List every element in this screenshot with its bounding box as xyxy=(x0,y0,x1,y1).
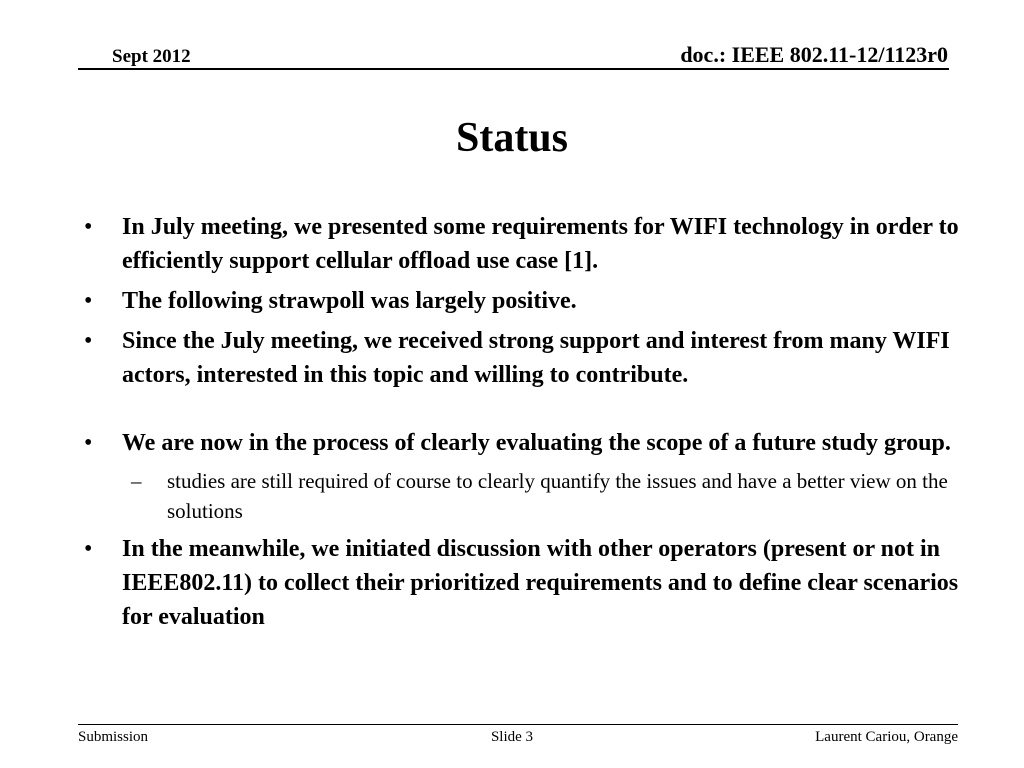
bullet-item xyxy=(84,210,964,278)
slide-title: Status xyxy=(455,115,569,161)
header-divider xyxy=(78,68,949,70)
header-date: Sept 2012 xyxy=(112,46,191,67)
bullet-text: We are now in the process of clearly evaluating the scope of a future study group. xyxy=(122,430,951,456)
bullet-text: The following strawpoll was largely positive. xyxy=(122,288,577,314)
footer-slide-number: Slide 3 xyxy=(490,729,534,745)
bullet-marker: • xyxy=(84,430,93,456)
sub-bullet-marker: – xyxy=(131,469,142,493)
bullet-text: In July meeting, we presented some requirements for WIFI technology in order to efficiently support cellular offload use case [1]. xyxy=(122,214,959,274)
bullet-item xyxy=(84,532,964,634)
footer-author: Laurent Cariou, Orange xyxy=(815,729,958,745)
bullet-marker: • xyxy=(84,328,93,354)
bullet-text: In the meanwhile, we initiated discussion with other operators (present or not in IEEE802.11) to collect their prioritized requirements and to define clear scenarios for evaluation xyxy=(122,536,959,630)
sub-bullet-text: studies are still required of course to clearly quantify the issues and have a better view on the solutions xyxy=(167,469,948,523)
footer-submission: Submission xyxy=(78,729,149,745)
bullet-item xyxy=(84,284,964,318)
bullet-marker: • xyxy=(84,288,93,314)
bullet-item xyxy=(84,426,964,460)
sub-bullet-item xyxy=(84,466,964,526)
header-doc-id: doc.: IEEE 802.11-12/1123r0 xyxy=(680,42,948,67)
bullet-marker: • xyxy=(84,214,93,240)
bullet-marker: • xyxy=(84,536,93,562)
bullet-text: Since the July meeting, we received strong support and interest from many WIFI actors, interested in this topic and willing to contribute. xyxy=(122,328,950,388)
footer-divider xyxy=(78,724,958,725)
bullet-item xyxy=(84,324,964,392)
slide-body xyxy=(84,210,964,640)
